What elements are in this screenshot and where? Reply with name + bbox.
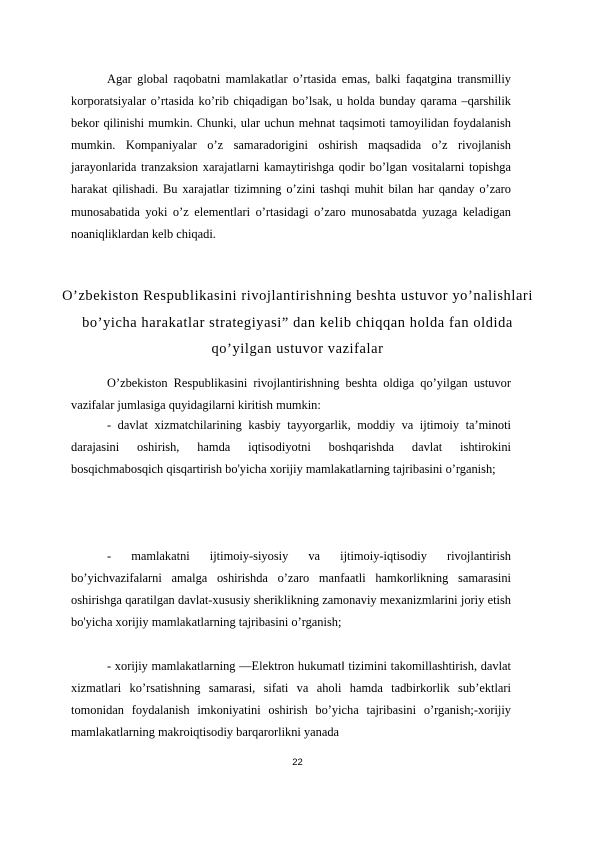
list-item-electronic-government: - xorijiy mamlakatlarning ―Elektron hukumat‖ tizimini takomillashtirish, davlat xizmatlari ko’rsatishning samarasi, sifati va aholi hamda tadbirkorlik sub’ektlari tomonidan foydalanish imkoniyatini oshirish bo’yicha tajribasini o’rganish;-xorijiy mamlakatlarning makroiqtisodiy barqarorlikni yanada: [71, 659, 511, 740]
page-number: 22: [292, 757, 303, 768]
lead-paragraph: O’zbekiston Respublikasini rivojlantirishning beshta oldiga qo’yilgan ustuvor vazifalar jumlasiga quyidagilarni kiritish mumkin:: [71, 376, 511, 413]
intro-paragraph: Agar global raqobatni mamlakatlar o’rtasida emas, balki faqatgina transmilliy korporatsiyalar o’rtasida ko’rib chiqadigan bo’lsak, u holda bunday qarama –qarshilik bekor qilinishi mumkin. Chunki, ular uchun mehnat taqsimoti tamoyilidan foydalanish mumkin. Kompaniyalar o’z samaradorigini oshirish maqsadida o’z rivojlanish jarayonlarida tranzaksion xarajatlarni kamaytirishga qodir bo’lgan vositalarni topishga harakat qilishadi. Bu xarajatlar tizimning o’zini tashqi muhit bilan har qanday o’zaro munosabatida yoki o’z elementlari o’rtasidagi o’zaro munosabatda yuzaga keladigan noaniqliklardan kelb chiqadi.: [71, 72, 511, 241]
list-item-public-private-partnership: - mamlakatni ijtimoiy-siyosiy va ijtimoiy-iqtisodiy rivojlantirish bo’yichvazifalarni amalga oshirishda o’zaro manfaatli hamkorlikning samarasini oshirishga qaratilgan davlat-xususiy sheriklikning zamonaviy mexanizmlarini joriy etish bo'yicha xorijiy mamlakatlarning tajribasini o’rganish;: [71, 549, 511, 630]
section-heading: O’zbekiston Respublikasini rivojlantirishning beshta ustuvor yo’nalishlari bo’yicha harakatlar strategiyasi” dan kelib chiqqan holda fan oldida qo’yilgan ustuvor vazifalar: [62, 288, 533, 357]
list-item-civil-servants: - davlat xizmatchilarining kasbiy tayyorgarlik, moddiy va ijtimoiy ta’minoti darajasini oshirish, hamda iqtisodiyotni boshqarishda davlat ishtirokini bosqichmabosqich qisqartirish bo'yicha xorijiy mamlakatlarning tajribasini o’rganish;: [71, 418, 511, 477]
